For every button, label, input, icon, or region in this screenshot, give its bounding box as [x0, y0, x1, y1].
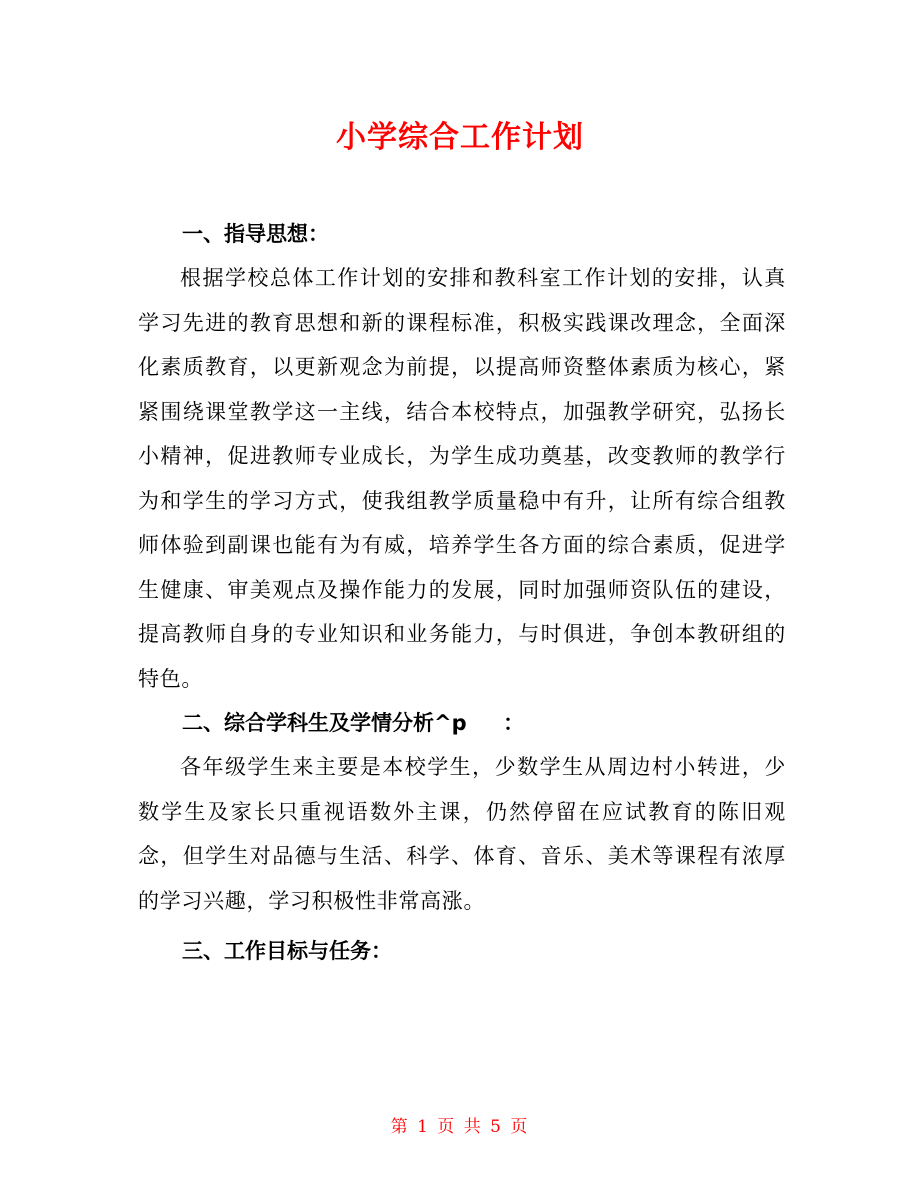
section-paragraph-2: 各年级学生来主要是本校学生，少数学生从周边村小转进，少数学生及家长只重视语数外主课，仍然停留在应试教育的陈旧观念，但学生对品德与生活、科学、体育、音乐、美术等课程有浓厚的学习兴趣，学习积极性非常高涨。 [138, 755, 786, 913]
document-body [138, 212, 786, 973]
section-heading-1: 一、指导思想： [182, 222, 329, 246]
page-footer: 第 1 页 共 5 页 [390, 1117, 530, 1137]
section-paragraph-1: 根据学校总体工作计划的安排和教科室工作计划的安排，认真学习先进的教育思想和新的课程标准，积极实践课改理念，全面深化素质教育，以更新观念为前提，以提高师资整体素质为核心，紧紧围绕课堂教学这一主线，结合本校特点，加强教学研究，弘扬长小精神，促进教师专业成长，为学生成功奠基，改变教师的教学行为和学生的学习方式，使我组教学质量稳中有升，让所有综合组教师体验到副课也能有为有威，培养学生各方面的综合素质，促进学生健康、审美观点及操作能力的发展，同时加强师资队伍的建设，提高教师自身的专业知识和业务能力，与时俱进，争创本教研组的特色。 [138, 266, 786, 691]
section-heading-2: 二、综合学科生及学情分析^p ： [182, 711, 525, 735]
section-heading-3: 三、工作目标与任务： [182, 939, 392, 963]
document-title: 小学综合工作计划 [336, 120, 584, 155]
